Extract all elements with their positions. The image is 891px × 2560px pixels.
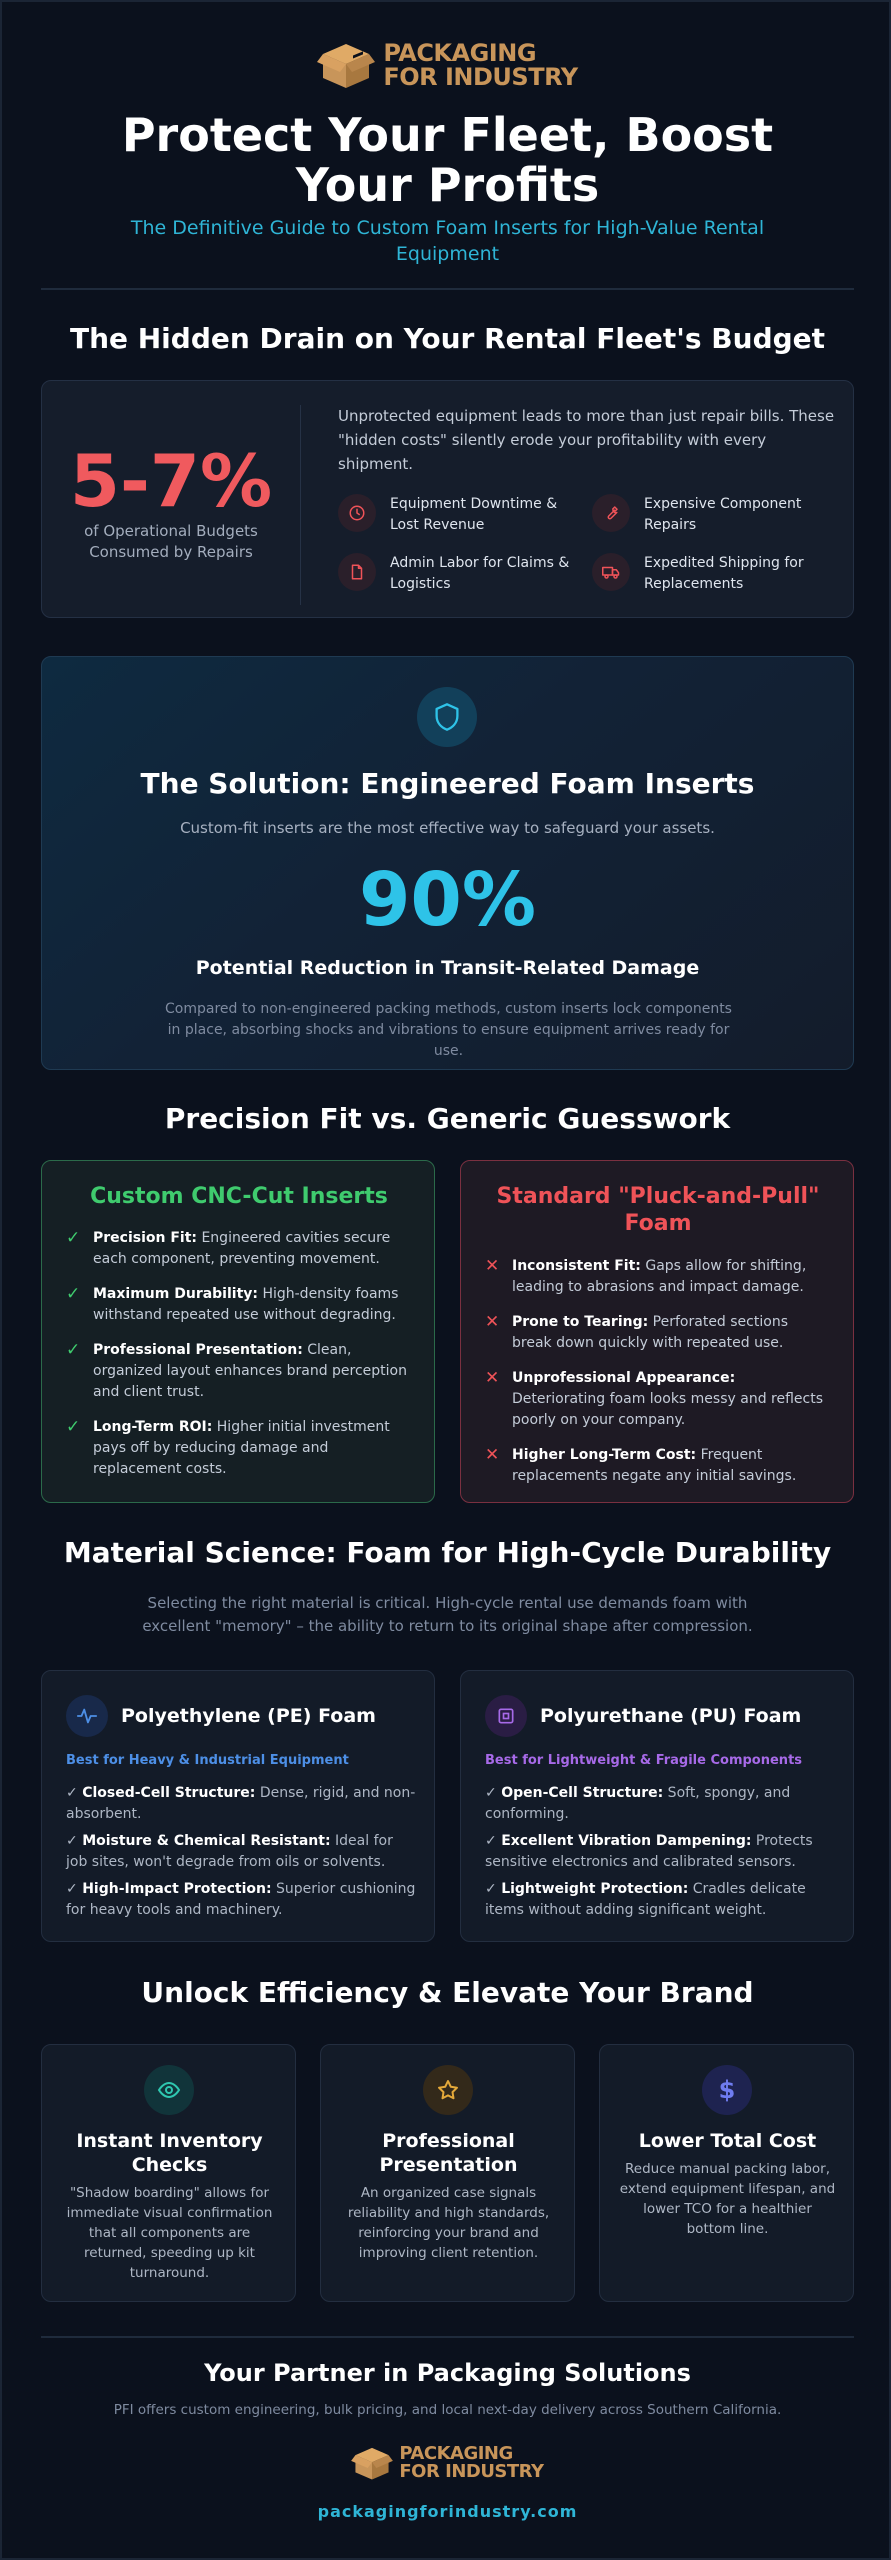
card-divider [300, 405, 301, 605]
cost-label: Expedited Shipping for Replacements [644, 555, 804, 592]
pe-foam-list [66, 1783, 416, 1927]
materials-heading: Material Science: Foam for High-Cycle Durability [63, 1536, 832, 1569]
wrench-icon [592, 494, 630, 532]
solution-note: Compared to non-engineered packing methods, custom inserts lock components in place, absorbing shocks and vibrations to ensure equipment arrives ready for use. [165, 1001, 732, 1059]
budget-heading: The Hidden Drain on Your Rental Fleet's Budget [69, 322, 826, 355]
website-link[interactable]: packagingforindustry.com [317, 2502, 578, 2521]
standard-foam-card [460, 1160, 854, 1503]
check-icon: ✓ [66, 1228, 81, 1248]
damage-reduction-stat: 90% [358, 857, 537, 943]
materials-subtitle: Selecting the right material is critical. High-cycle rental use demands foam with excellent "memory" – the ability to return to its original shape after compression. [142, 1594, 753, 1635]
cost-item [592, 553, 832, 595]
divider [41, 288, 854, 290]
cross-icon: ✕ [485, 1312, 500, 1332]
check-icon: ✓ [66, 1340, 81, 1360]
logo-line-1: PACKAGING [383, 39, 537, 67]
standard-foam-list [485, 1256, 830, 1501]
list-item: ✕ Unprofessional Appearance: Deteriorating foam looks messy and reflects poorly on your company. [485, 1368, 824, 1428]
dollar-icon: $ [702, 2065, 752, 2115]
footer-title: Your Partner in Packaging Solutions [204, 2359, 691, 2387]
cross-icon: ✕ [485, 1368, 500, 1388]
box-logo-icon [317, 40, 375, 90]
activity-icon [66, 1695, 108, 1737]
divider [41, 2336, 854, 2338]
logo-line-2: FOR INDUSTRY [383, 63, 578, 91]
pe-foam-tag: Best for Heavy & Industrial Equipment [66, 1753, 349, 1768]
cross-icon: ✕ [485, 1256, 500, 1276]
custom-inserts-list [66, 1228, 411, 1494]
list-item: ✓ Precision Fit: Engineered cavities secure each component, preventing movement. [66, 1228, 391, 1267]
custom-inserts-title: Custom CNC-Cut Inserts [90, 1184, 388, 1209]
hero-title: Protect Your Fleet, Boost Your Profits [121, 108, 774, 212]
repair-stat: 5-7% [69, 439, 273, 523]
solution-subtitle: Custom-fit inserts are the most effective way to safeguard your assets. [180, 819, 715, 837]
solution-title: The Solution: Engineered Foam Inserts [140, 767, 755, 800]
list-item: ✓ Lightweight Protection: Cradles delicate items without adding significant weight. [485, 1881, 806, 1918]
benefit-title: Instant Inventory Checks [76, 2130, 263, 2176]
pu-foam-title: Polyurethane (PU) Foam [540, 1705, 802, 1727]
list-item: ✓ Open-Cell Structure: Soft, spongy, and conforming. [485, 1785, 791, 1822]
benefit-title: Professional Presentation [379, 2130, 518, 2176]
shield-icon [417, 687, 477, 747]
list-item: ✕ Prone to Tearing: Perforated sections break down quickly with repeated use. [485, 1312, 788, 1351]
custom-inserts-card [41, 1160, 435, 1503]
benefit-title: Lower Total Cost [638, 2130, 817, 2152]
benefit-text: Reduce manual packing labor, extend equipment lifespan, and lower TCO for a healthier bottom line. [619, 2161, 836, 2237]
list-item: ✓ Professional Presentation: Clean, organized layout enhances brand perception and client trust. [66, 1340, 407, 1400]
cost-item [592, 494, 832, 536]
list-item: ✕ Higher Long-Term Cost: Frequent replacements negate any initial savings. [485, 1445, 797, 1484]
truck-icon [592, 553, 630, 591]
chip-icon [485, 1695, 527, 1737]
check-icon: ✓ [66, 1284, 81, 1304]
pu-foam-tag: Best for Lightweight & Fragile Components [485, 1753, 803, 1768]
cost-label: Admin Labor for Claims & Logistics [390, 555, 570, 592]
repair-stat-caption: of Operational Budgets Consumed by Repairs [84, 522, 258, 561]
document-icon [338, 553, 376, 591]
logo-line-1: PACKAGING [399, 2443, 513, 2464]
budget-description: Unprotected equipment leads to more than just repair bills. These "hidden costs" silently erode your profitability with every shipment. [338, 407, 835, 473]
pu-foam-list [485, 1783, 835, 1927]
pe-foam-card [41, 1670, 435, 1942]
standard-foam-title: Standard "Pluck-and-Pull" Foam [496, 1184, 820, 1236]
clock-icon [338, 494, 376, 532]
box-logo-icon [351, 2445, 393, 2481]
eye-icon [144, 2065, 194, 2115]
benefit-card [41, 2044, 296, 2302]
benefits-heading: Unlock Efficiency & Elevate Your Brand [141, 1976, 754, 2009]
cost-item [338, 553, 578, 595]
list-item: ✓ Moisture & Chemical Resistant: Ideal for job sites, won't degrade from oils or solvents. [66, 1833, 393, 1870]
cross-icon: ✕ [485, 1445, 500, 1465]
list-item: ✓ High-Impact Protection: Superior cushioning for heavy tools and machinery. [66, 1881, 416, 1918]
damage-reduction-caption: Potential Reduction in Transit-Related Damage [195, 957, 700, 979]
benefit-text: An organized case signals reliability and high standards, reinforcing your brand and improving client retention. [347, 2185, 550, 2261]
benefit-card [599, 2044, 854, 2302]
budget-card [41, 380, 854, 618]
pe-foam-title: Polyethylene (PE) Foam [121, 1705, 376, 1727]
brand-logo[interactable] [2, 40, 891, 90]
logo-wordmark [399, 2445, 543, 2481]
check-icon: ✓ [66, 1417, 81, 1437]
footer-subtitle: PFI offers custom engineering, bulk pricing, and local next-day delivery across Southern California. [113, 2402, 782, 2418]
solution-card [41, 656, 854, 1070]
hero-subtitle: The Definitive Guide to Custom Foam Inserts for High-Value Rental Equipment [130, 217, 765, 265]
list-item: ✓ Long-Term ROI: Higher initial investment pays off by reducing damage and replacement costs. [66, 1417, 390, 1477]
cost-item [338, 494, 578, 536]
benefit-text: "Shadow boarding" allows for immediate visual confirmation that all components are returned, speeding up kit turnaround. [66, 2185, 273, 2281]
logo-line-2: FOR INDUSTRY [399, 2461, 544, 2482]
pu-foam-card [460, 1670, 854, 1942]
cost-label: Equipment Downtime & Lost Revenue [390, 496, 558, 533]
logo-wordmark [383, 41, 577, 89]
list-item: ✓ Closed-Cell Structure: Dense, rigid, and non-absorbent. [66, 1785, 416, 1822]
star-icon [423, 2065, 473, 2115]
cost-label: Expensive Component Repairs [644, 496, 802, 533]
list-item: ✓ Maximum Durability: High-density foams withstand repeated use without degrading. [66, 1284, 399, 1323]
list-item: ✓ Excellent Vibration Dampening: Protects sensitive electronics and calibrated sensors. [485, 1833, 813, 1870]
benefit-card [320, 2044, 575, 2302]
footer-logo[interactable] [2, 2445, 891, 2481]
comparison-heading: Precision Fit vs. Generic Guesswork [164, 1102, 731, 1135]
list-item: ✕ Inconsistent Fit: Gaps allow for shifting, leading to abrasions and impact damage. [485, 1256, 807, 1295]
